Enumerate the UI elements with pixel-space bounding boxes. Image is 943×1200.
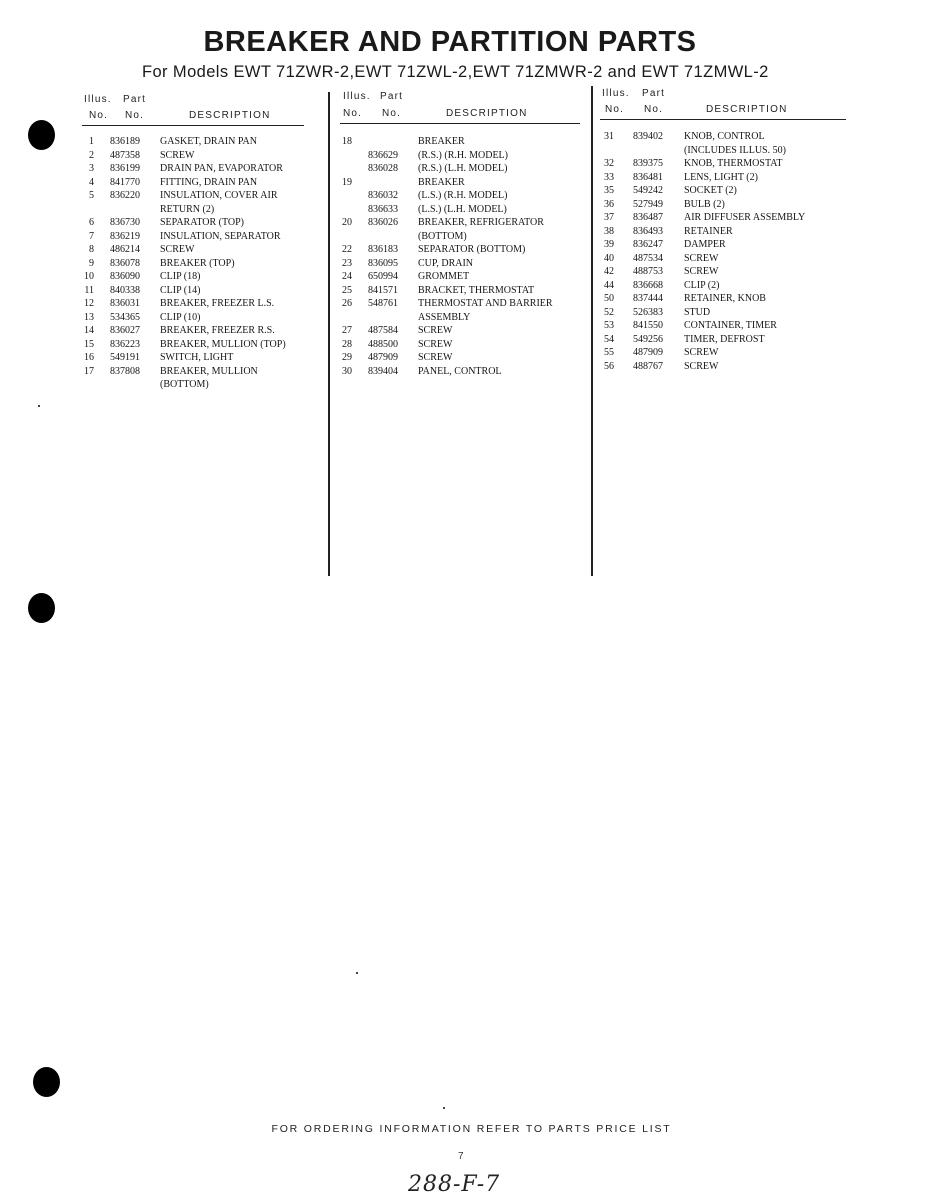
part-description: THERMOSTAT AND BARRIER bbox=[418, 298, 553, 309]
part-number: 837444 bbox=[633, 293, 663, 304]
illus-number: 9 bbox=[89, 257, 94, 269]
part-number: 548761 bbox=[368, 298, 398, 309]
illus-number: 44 bbox=[604, 279, 614, 291]
speck bbox=[443, 1107, 445, 1109]
part-description: SEPARATOR (BOTTOM) bbox=[418, 244, 526, 255]
punch-hole-bottom bbox=[33, 1067, 60, 1097]
part-number: 836189 bbox=[110, 136, 140, 147]
part-description: STUD bbox=[684, 306, 711, 318]
illus-number: 56 bbox=[604, 360, 614, 372]
header-part-no: No. bbox=[382, 108, 402, 119]
part-description: (BOTTOM) bbox=[160, 379, 209, 390]
header-part: Part bbox=[642, 88, 666, 99]
part-description: (INCLUDES ILLUS. 50) bbox=[684, 144, 786, 156]
header-illus: Illus. bbox=[84, 94, 112, 105]
part-number: 487534 bbox=[633, 252, 663, 264]
header-no: No. bbox=[343, 108, 363, 119]
part-number: 486214 bbox=[110, 244, 140, 255]
header-rule bbox=[82, 125, 304, 126]
part-description: RETAINER, KNOB bbox=[684, 293, 766, 304]
header-rule bbox=[340, 123, 580, 124]
part-description: (BOTTOM) bbox=[418, 230, 467, 242]
handwritten-note: 288-F-7 bbox=[408, 1172, 501, 1197]
part-number: 836247 bbox=[633, 239, 663, 250]
part-description: GASKET, DRAIN PAN bbox=[160, 136, 257, 147]
part-description: AIR DIFFUSER ASSEMBLY bbox=[684, 212, 806, 223]
header-description: DESCRIPTION bbox=[189, 110, 271, 121]
illus-number: 36 bbox=[604, 198, 614, 210]
part-number: 840338 bbox=[110, 284, 140, 296]
part-number: 487909 bbox=[368, 352, 398, 363]
illus-number: 32 bbox=[604, 158, 614, 169]
header-description: DESCRIPTION bbox=[706, 104, 788, 115]
illus-number: 8 bbox=[89, 244, 94, 255]
part-description: DAMPER bbox=[684, 239, 726, 250]
part-description: SCREW bbox=[160, 149, 195, 161]
part-description: BREAKER, REFRIGERATOR bbox=[418, 217, 544, 228]
page-subtitle: For Models EWT 71ZWR-2,EWT 71ZWL-2,EWT 71ZMWR-2 and EWT 71ZMWL-2 bbox=[142, 63, 769, 81]
illus-number: 15 bbox=[84, 338, 94, 350]
part-description: INSULATION, SEPARATOR bbox=[160, 230, 281, 242]
illus-number: 53 bbox=[604, 320, 614, 331]
part-description: SWITCH, LIGHT bbox=[160, 352, 234, 363]
part-description: FITTING, DRAIN PAN bbox=[160, 176, 258, 188]
part-description: CLIP (18) bbox=[160, 271, 201, 282]
illus-number: 39 bbox=[604, 239, 614, 250]
part-description: BREAKER (TOP) bbox=[160, 257, 235, 269]
part-number: 839404 bbox=[368, 365, 398, 377]
column-divider-2 bbox=[591, 86, 593, 576]
part-number: 549242 bbox=[633, 185, 663, 196]
header-part-no: No. bbox=[644, 104, 664, 115]
illus-number: 11 bbox=[84, 284, 94, 296]
illus-number: 12 bbox=[84, 298, 94, 309]
part-number: 836026 bbox=[368, 217, 398, 228]
part-description: SCREW bbox=[684, 266, 719, 277]
illus-number: 20 bbox=[342, 217, 352, 228]
illus-number: 30 bbox=[342, 365, 352, 377]
illus-number: 38 bbox=[604, 225, 614, 237]
part-description: CLIP (14) bbox=[160, 284, 201, 296]
illus-number: 27 bbox=[342, 325, 352, 336]
punch-hole-middle bbox=[28, 593, 55, 623]
part-number: 841550 bbox=[633, 320, 663, 331]
part-number: 837808 bbox=[110, 365, 140, 377]
page-number: 7 bbox=[458, 1151, 464, 1162]
header-no: No. bbox=[605, 104, 625, 115]
illus-number: 31 bbox=[604, 131, 614, 142]
illus-number: 17 bbox=[84, 365, 94, 377]
part-number: 836493 bbox=[633, 225, 663, 237]
part-number: 534365 bbox=[110, 311, 140, 323]
part-description: KNOB, CONTROL bbox=[684, 131, 765, 142]
part-description: SCREW bbox=[684, 252, 719, 264]
illus-number: 3 bbox=[89, 163, 94, 174]
part-description: KNOB, THERMOSTAT bbox=[684, 158, 783, 169]
part-description: RETAINER bbox=[684, 225, 733, 237]
part-number: 836629 bbox=[368, 149, 398, 161]
part-number: 836220 bbox=[110, 190, 140, 201]
part-description: RETURN (2) bbox=[160, 203, 215, 215]
part-number: 836223 bbox=[110, 338, 140, 350]
part-number: 836095 bbox=[368, 257, 398, 269]
part-number: 836487 bbox=[633, 212, 663, 223]
part-number: 836032 bbox=[368, 190, 398, 201]
illus-number: 25 bbox=[342, 284, 352, 296]
illus-number: 26 bbox=[342, 298, 352, 309]
illus-number: 52 bbox=[604, 306, 614, 318]
part-number: 836668 bbox=[633, 279, 663, 291]
part-description: BREAKER, FREEZER L.S. bbox=[160, 298, 275, 309]
part-description: CUP, DRAIN bbox=[418, 257, 474, 269]
illus-number: 23 bbox=[342, 257, 352, 269]
part-description: CLIP (10) bbox=[160, 311, 201, 323]
illus-number: 18 bbox=[342, 136, 352, 147]
part-description: PANEL, CONTROL bbox=[418, 365, 502, 377]
illus-number: 6 bbox=[89, 217, 94, 228]
part-description: SCREW bbox=[418, 338, 453, 350]
part-number: 841770 bbox=[110, 176, 140, 188]
part-number: 526383 bbox=[633, 306, 663, 318]
header-rule bbox=[600, 119, 846, 120]
illus-number: 50 bbox=[604, 293, 614, 304]
part-description: BULB (2) bbox=[684, 198, 725, 210]
speck bbox=[356, 972, 358, 974]
part-number: 488500 bbox=[368, 338, 398, 350]
illus-number: 10 bbox=[84, 271, 94, 282]
part-description: CONTAINER, TIMER bbox=[684, 320, 777, 331]
part-description: DRAIN PAN, EVAPORATOR bbox=[160, 163, 283, 174]
illus-number: 4 bbox=[89, 176, 94, 188]
part-description: SCREW bbox=[684, 360, 719, 372]
header-part: Part bbox=[380, 91, 404, 102]
illus-number: 40 bbox=[604, 252, 614, 264]
illus-number: 42 bbox=[604, 266, 614, 277]
part-number: 836031 bbox=[110, 298, 140, 309]
column-divider-1 bbox=[328, 92, 330, 576]
part-description: SCREW bbox=[418, 325, 453, 336]
part-number: 836183 bbox=[368, 244, 398, 255]
part-number: 487909 bbox=[633, 347, 663, 358]
illus-number: 33 bbox=[604, 171, 614, 183]
part-description: BREAKER, MULLION bbox=[160, 365, 258, 377]
header-illus: Illus. bbox=[343, 91, 371, 102]
part-description: SEPARATOR (TOP) bbox=[160, 217, 245, 228]
header-illus: Illus. bbox=[602, 88, 630, 99]
part-number: 836028 bbox=[368, 163, 398, 174]
illus-number: 22 bbox=[342, 244, 352, 255]
part-number: 836090 bbox=[110, 271, 140, 282]
illus-number: 19 bbox=[342, 176, 352, 188]
part-number: 839375 bbox=[633, 158, 663, 169]
part-description: SOCKET (2) bbox=[684, 185, 737, 196]
part-description: SCREW bbox=[684, 347, 719, 358]
illus-number: 13 bbox=[84, 311, 94, 323]
illus-number: 55 bbox=[604, 347, 614, 358]
illus-number: 5 bbox=[89, 190, 94, 201]
part-number: 488753 bbox=[633, 266, 663, 277]
illus-number: 16 bbox=[84, 352, 94, 363]
part-description: (R.S.) (L.H. MODEL) bbox=[418, 163, 508, 174]
illus-number: 37 bbox=[604, 212, 614, 223]
illus-number: 2 bbox=[89, 149, 94, 161]
part-description: LENS, LIGHT (2) bbox=[684, 171, 758, 183]
header-part-no: No. bbox=[125, 110, 145, 121]
illus-number: 7 bbox=[89, 230, 94, 242]
illus-number: 24 bbox=[342, 271, 352, 282]
speck bbox=[38, 405, 40, 407]
part-description: (L.S.) (L.H. MODEL) bbox=[418, 203, 507, 215]
part-number: 487584 bbox=[368, 325, 398, 336]
part-number: 836078 bbox=[110, 257, 140, 269]
part-description: BREAKER bbox=[418, 176, 465, 188]
part-number: 841571 bbox=[368, 284, 398, 296]
part-description: GROMMET bbox=[418, 271, 470, 282]
part-description: SCREW bbox=[160, 244, 195, 255]
illus-number: 54 bbox=[604, 333, 614, 345]
header-no: No. bbox=[89, 110, 109, 121]
part-description: BREAKER bbox=[418, 136, 465, 147]
part-number: 836633 bbox=[368, 203, 398, 215]
illus-number: 14 bbox=[84, 325, 94, 336]
header-description: DESCRIPTION bbox=[446, 108, 528, 119]
page-title: BREAKER AND PARTITION PARTS bbox=[203, 26, 697, 58]
part-description: BREAKER, MULLION (TOP) bbox=[160, 338, 286, 350]
part-number: 839402 bbox=[633, 131, 663, 142]
part-description: SCREW bbox=[418, 352, 453, 363]
illus-number: 28 bbox=[342, 338, 352, 350]
illus-number: 1 bbox=[89, 136, 94, 147]
part-number: 836027 bbox=[110, 325, 140, 336]
part-description: ASSEMBLY bbox=[418, 311, 471, 323]
part-number: 488767 bbox=[633, 360, 663, 372]
part-number: 836219 bbox=[110, 230, 140, 242]
part-number: 650994 bbox=[368, 271, 398, 282]
punch-hole-top bbox=[28, 120, 55, 150]
part-description: (R.S.) (R.H. MODEL) bbox=[418, 149, 508, 161]
footer-note: FOR ORDERING INFORMATION REFER TO PARTS PRICE LIST bbox=[271, 1123, 672, 1135]
header-part: Part bbox=[123, 94, 147, 105]
part-number: 549256 bbox=[633, 333, 663, 345]
illus-number: 29 bbox=[342, 352, 352, 363]
part-description: TIMER, DEFROST bbox=[684, 333, 765, 345]
part-number: 487358 bbox=[110, 149, 140, 161]
part-description: BREAKER, FREEZER R.S. bbox=[160, 325, 275, 336]
part-description: INSULATION, COVER AIR bbox=[160, 190, 278, 201]
illus-number: 35 bbox=[604, 185, 614, 196]
part-description: (L.S.) (R.H. MODEL) bbox=[418, 190, 508, 201]
part-number: 549191 bbox=[110, 352, 140, 363]
part-number: 836199 bbox=[110, 163, 140, 174]
part-description: BRACKET, THERMOSTAT bbox=[418, 284, 535, 296]
part-number: 836730 bbox=[110, 217, 140, 228]
part-number: 836481 bbox=[633, 171, 663, 183]
part-number: 527949 bbox=[633, 198, 663, 210]
part-description: CLIP (2) bbox=[684, 279, 720, 291]
